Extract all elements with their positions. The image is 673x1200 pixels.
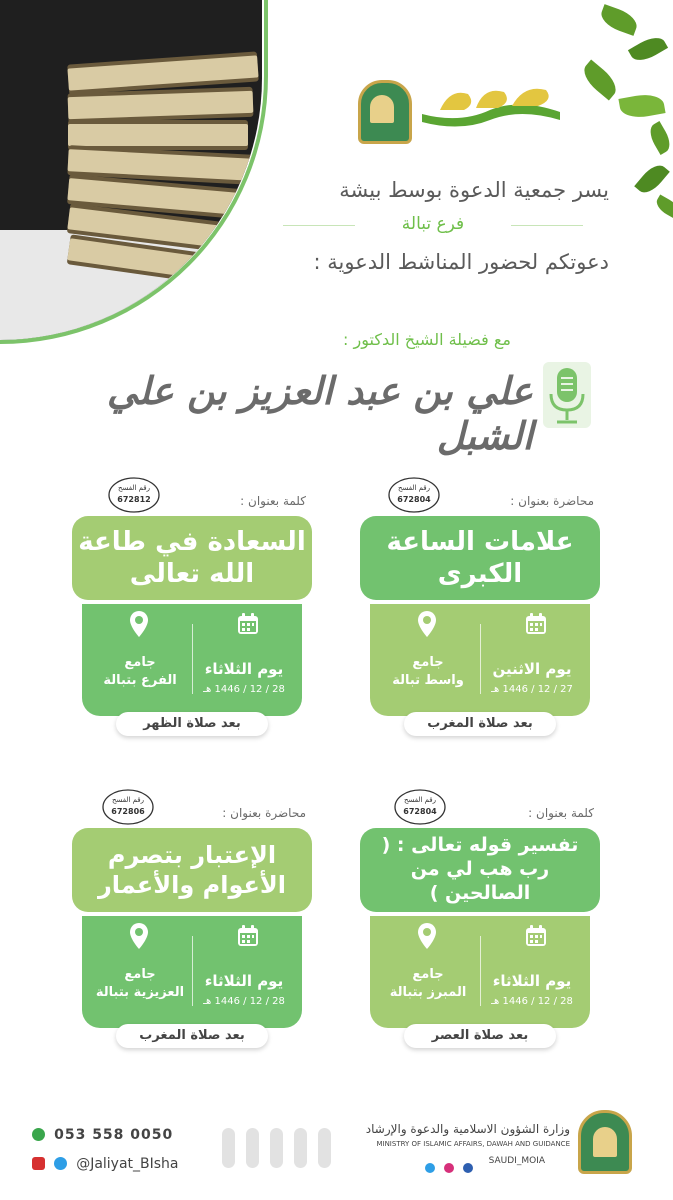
decorative-bar xyxy=(294,1128,307,1168)
event-type: محاضرة بعنوان : xyxy=(510,494,594,508)
badge-label: رقم الفسح xyxy=(118,484,150,492)
invitation-line: دعوتكم لحضور المناشط الدعوية : xyxy=(313,250,609,274)
social-row[interactable] xyxy=(32,1153,179,1172)
microphone-icon xyxy=(543,362,591,428)
event-title: تفسير قوله تعالى : ( رب هب لي من الصالحين ) xyxy=(360,828,600,912)
decorative-bar xyxy=(246,1128,259,1168)
ministry-logo xyxy=(578,1110,632,1174)
phone-number: 053 558 0050 xyxy=(54,1127,174,1143)
license-number: 672804 xyxy=(397,495,431,504)
event-card xyxy=(360,484,600,744)
decorative-bar xyxy=(318,1128,331,1168)
ministry-logo xyxy=(358,80,412,144)
decorative-bar xyxy=(270,1128,283,1168)
event-type: كلمة بعنوان : xyxy=(528,806,594,820)
dawah-calligraphy-logo xyxy=(420,84,562,130)
event-info xyxy=(82,604,302,716)
phone-row[interactable] xyxy=(32,1124,179,1143)
license-number: 672806 xyxy=(111,807,145,816)
event-type: كلمة بعنوان : xyxy=(240,494,306,508)
event-mosque: جامع الفرع بتبالة xyxy=(103,655,177,688)
contact-block xyxy=(32,1124,179,1172)
twitter-icon[interactable] xyxy=(425,1163,435,1173)
event-card xyxy=(72,796,312,1056)
youtube-icon xyxy=(32,1157,45,1170)
sheikh-intro: مع فضيلة الشيخ الدكتور : xyxy=(343,330,511,349)
decorative-bar xyxy=(222,1128,235,1168)
facebook-icon[interactable] xyxy=(463,1163,473,1173)
prayer-time: بعد صلاة الظهر xyxy=(116,712,268,736)
license-number: 672812 xyxy=(117,495,151,504)
twitter-icon xyxy=(54,1157,67,1170)
badge-label: رقم الفسح xyxy=(112,796,144,804)
event-date: 28 / 12 / 1446 هـ xyxy=(491,996,573,1007)
prayer-time: بعد صلاة المغرب xyxy=(116,1024,268,1048)
event-card xyxy=(72,484,312,744)
social-handle: @Jaliyat_BIsha xyxy=(76,1156,179,1172)
whatsapp-icon xyxy=(32,1128,45,1141)
event-mosque: جامع المبرز بتبالة xyxy=(389,967,467,1000)
license-badge xyxy=(386,472,442,514)
event-day: يوم الثلاثاء xyxy=(204,972,284,990)
event-date: 28 / 12 / 1446 هـ xyxy=(203,684,285,695)
sheikh-name: علي بن عبد العزيز بن علي الشبل xyxy=(106,368,533,458)
location-pin-icon xyxy=(417,922,437,950)
event-info xyxy=(370,916,590,1028)
location-pin-icon xyxy=(129,922,149,950)
prayer-time: بعد صلاة المغرب xyxy=(404,712,556,736)
location-pin-icon xyxy=(129,610,149,638)
event-type: محاضرة بعنوان : xyxy=(222,806,306,820)
event-title: الإعتبار بتصرم الأعوام والأعمار xyxy=(72,828,312,912)
event-day: يوم الاثنين xyxy=(492,660,572,678)
badge-label: رقم الفسح xyxy=(404,796,436,804)
event-mosque: جامع واسط تبالة xyxy=(392,655,464,688)
event-title: علامات الساعة الكبرى xyxy=(360,516,600,600)
event-card xyxy=(360,796,600,1056)
badge-label: رقم الفسح xyxy=(398,484,430,492)
calendar-icon xyxy=(236,924,260,948)
prayer-time: بعد صلاة العصر xyxy=(404,1024,556,1048)
calendar-icon xyxy=(524,612,548,636)
ministry-handle: SAUDI_MOIA xyxy=(488,1156,545,1166)
event-day: يوم الثلاثاء xyxy=(204,660,284,678)
ministry-name-en: MINISTRY OF ISLAMIC AFFAIRS, DAWAH AND GUIDANCE xyxy=(376,1140,570,1148)
ministry-name-ar: وزارة الشؤون الاسلامية والدعوة والإرشاد xyxy=(365,1122,570,1136)
license-badge xyxy=(392,784,448,826)
location-pin-icon xyxy=(417,610,437,638)
event-info xyxy=(82,916,302,1028)
instagram-icon[interactable] xyxy=(444,1163,454,1173)
association-line: يسر جمعية الدعوة بوسط بيشة xyxy=(339,178,609,202)
event-date: 27 / 12 / 1446 هـ xyxy=(491,684,573,695)
event-title: السعادة في طاعة الله تعالى xyxy=(72,516,312,600)
branch-line: فرع تبالة xyxy=(283,214,583,234)
license-badge xyxy=(100,784,156,826)
calendar-icon xyxy=(524,924,548,948)
event-info xyxy=(370,604,590,716)
event-date: 28 / 12 / 1446 هـ xyxy=(203,996,285,1007)
license-number: 672804 xyxy=(403,807,437,816)
event-mosque: جامع العزيزية بتبالة xyxy=(95,967,185,1000)
ministry-social-icons xyxy=(425,1157,477,1176)
calendar-icon xyxy=(236,612,260,636)
license-badge xyxy=(106,472,162,514)
event-day: يوم الثلاثاء xyxy=(492,972,572,990)
